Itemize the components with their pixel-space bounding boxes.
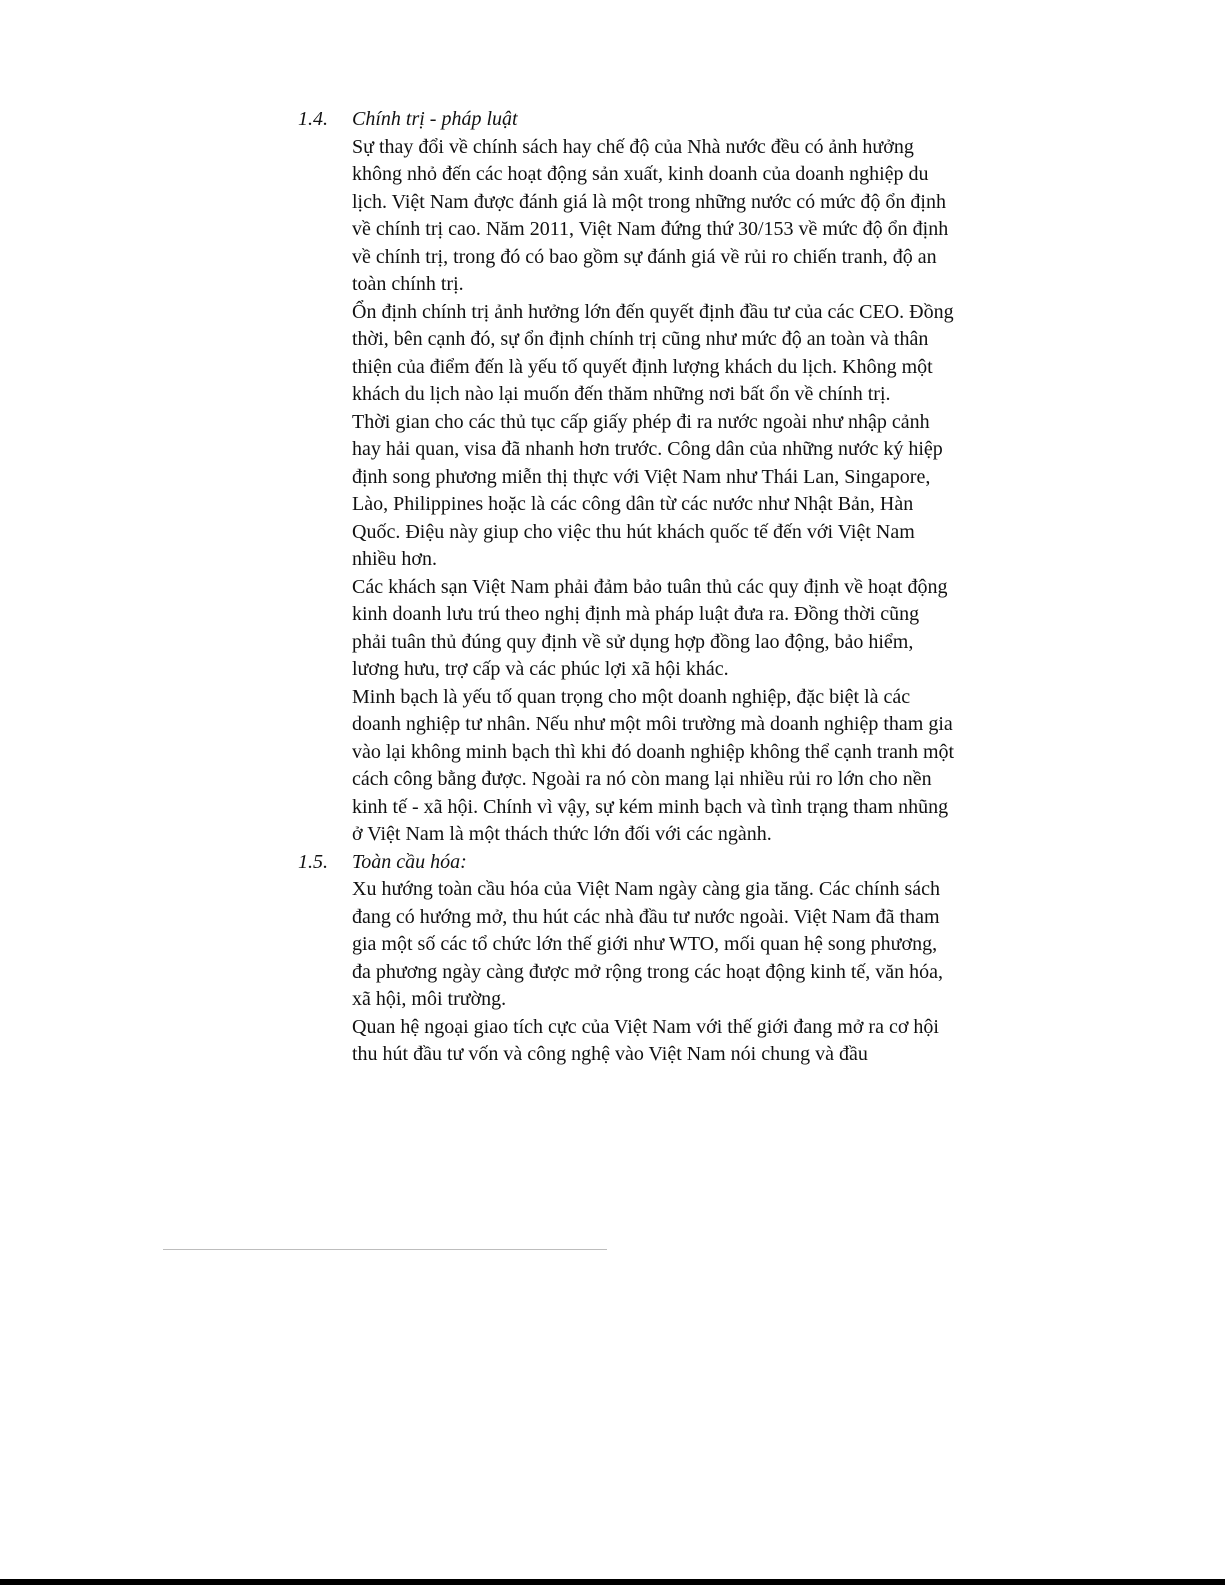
footnote-separator	[163, 1249, 607, 1250]
section-heading	[298, 106, 958, 134]
paragraph: Thời gian cho các thủ tục cấp giấy phép đi ra nước ngoài như nhập cảnh hay hải quan, visa đã nhanh hơn trước. Công dân của những nước ký hiệp định song phương miễn thị thực với Việt Nam như Thái Lan, Singapore, Lào, Philippines hoặc là các công dân từ các nước như Nhật Bản, Hàn Quốc. Điệu này giup cho việc thu hút khách quốc tế đến với Việt Nam nhiều hơn.	[352, 410, 943, 570]
paragraph: Xu hướng toàn cầu hóa của Việt Nam ngày càng gia tăng. Các chính sách đang có hướng mở, thu hút các nhà đầu tư nước ngoài. Việt Nam đã tham gia một số các tổ chức lớn thế giới như WTO, mối quan hệ song phương, đa phương ngày càng được mở rộng trong các hoạt động kinh tế, văn hóa, xã hội, môi trường.	[352, 878, 944, 1010]
paragraph: Minh bạch là yếu tố quan trọng cho một doanh nghiệp, đặc biệt là các doanh nghiệp tư nhân. Nếu như một môi trường mà doanh nghiệp tham gia vào lại không minh bạch thì khi đó doanh nghiệp không thể cạnh tranh một cách công bằng được. Ngoài ra nó còn mang lại nhiều rủi ro lớn cho nền kinh tế - xã hội. Chính vì vậy, sự kém minh bạch và tình trạng tham nhũng ở Việt Nam là một thách thức lớn đối với các ngành.	[352, 685, 955, 845]
paragraph: Quan hệ ngoại giao tích cực của Việt Nam với thế giới đang mở ra cơ hội thu hút đầu tư vốn và công nghệ vào Việt Nam nói chung và đầu	[352, 1015, 939, 1065]
section-title: Chính trị - pháp luật	[352, 108, 518, 130]
section-1-5	[298, 849, 958, 1069]
section-paragraphs	[352, 876, 958, 1069]
section-title: Toàn cầu hóa:	[352, 850, 467, 873]
section-paragraphs	[352, 134, 958, 849]
section-1-4	[298, 106, 958, 849]
section-number: 1.5.	[298, 850, 328, 873]
paragraph: Sự thay đổi về chính sách hay chế độ của Nhà nước đều có ảnh hưởng không nhỏ đến các hoạt động sản xuất, kinh doanh của doanh nghiệp du lịch. Việt Nam được đánh giá là một trong những nước có mức độ ổn định về chính trị cao. Năm 2011, Việt Nam đứng thứ 30/153 về mức độ ổn định về chính trị, trong đó có bao gồm sự đánh giá về rủi ro chiến tranh, độ an toàn chính trị.	[352, 135, 949, 295]
page-bottom-border	[0, 1579, 1225, 1585]
document-body	[298, 106, 958, 1069]
paragraph: Các khách sạn Việt Nam phải đảm bảo tuân thủ các quy định về hoạt động kinh doanh lưu trú theo nghị định mà pháp luật đưa ra. Đồng thời cũng phải tuân thủ đúng quy định về sử dụng hợp đồng lao động, bảo hiểm, lương hưu, trợ cấp và các phúc lợi xã hội khác.	[352, 575, 948, 680]
section-number: 1.4.	[298, 108, 328, 130]
section-heading	[298, 849, 958, 877]
paragraph: Ổn định chính trị ảnh hưởng lớn đến quyết định đầu tư của các CEO. Đồng thời, bên cạnh đó, sự ổn định chính trị cũng như mức độ an toàn và thân thiện của điểm đến là yếu tố quyết định lượng khách du lịch. Không một khách du lịch nào lại muốn đến thăm những nơi bất ổn về chính trị.	[352, 300, 954, 405]
